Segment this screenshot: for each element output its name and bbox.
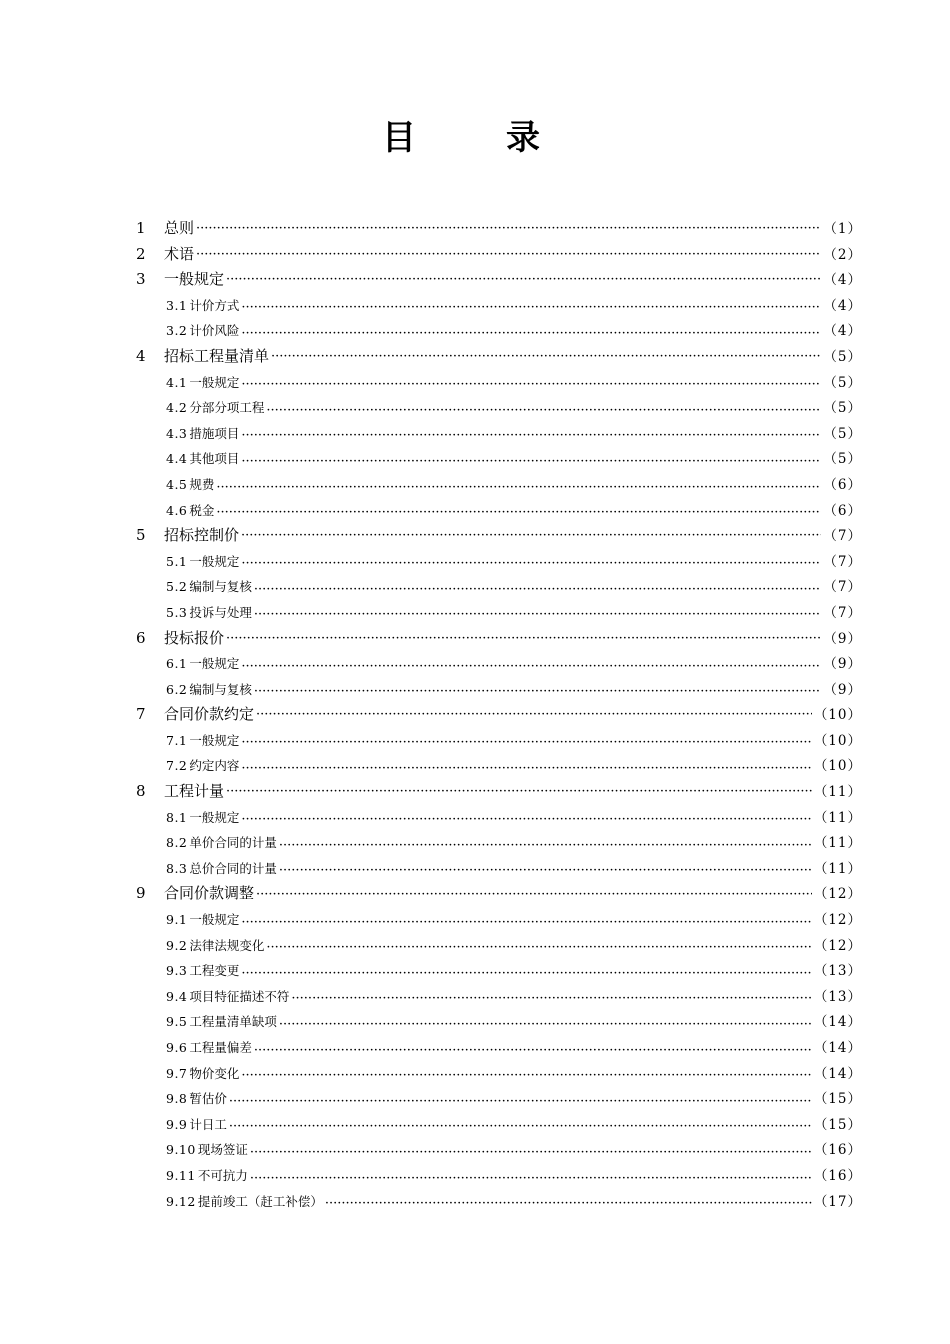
toc-entry-page-number: （4） bbox=[823, 297, 862, 314]
toc-dot-leader bbox=[226, 628, 821, 643]
toc-dot-leader bbox=[226, 781, 812, 796]
toc-section-entry[interactable] bbox=[136, 856, 862, 882]
toc-entry-number: 8.3 bbox=[166, 860, 188, 876]
toc-section-entry[interactable] bbox=[136, 1189, 862, 1215]
toc-entry-number: 4.5 bbox=[166, 476, 188, 492]
toc-entry-page-number: （4） bbox=[823, 323, 862, 340]
toc-entry-page-number: （9） bbox=[823, 630, 862, 647]
toc-entry-page-number: （10） bbox=[813, 732, 862, 749]
toc-entry-label: 计日工 bbox=[189, 1116, 227, 1132]
toc-chapter-entry[interactable] bbox=[136, 344, 862, 370]
toc-entry-label: 一般规定 bbox=[189, 374, 240, 390]
toc-dot-leader bbox=[291, 988, 811, 1001]
toc-entry-number: 9.10 bbox=[166, 1142, 196, 1158]
toc-section-entry[interactable] bbox=[136, 293, 862, 319]
toc-dot-leader bbox=[196, 244, 821, 259]
toc-entry-number: 9.1 bbox=[166, 912, 188, 928]
toc-entry-page-number: （5） bbox=[823, 425, 862, 442]
toc-entry-label: 不可抗力 bbox=[197, 1167, 248, 1183]
toc-entry-page-number: （14） bbox=[813, 1065, 862, 1082]
toc-entry-number: 3.1 bbox=[166, 297, 188, 313]
toc-entry-label: 工程量清单缺项 bbox=[189, 1014, 277, 1030]
toc-entry-number: 9.7 bbox=[166, 1065, 188, 1081]
toc-entry-page-number: （10） bbox=[813, 758, 862, 775]
toc-section-entry[interactable] bbox=[136, 830, 862, 856]
toc-entry-label: 一般规定 bbox=[164, 270, 225, 289]
toc-entry-label: 工程计量 bbox=[164, 782, 225, 801]
toc-entry-label: 合同价款调整 bbox=[164, 884, 255, 903]
toc-entry-label: 提前竣工（赶工补偿） bbox=[197, 1193, 323, 1209]
toc-dot-leader bbox=[241, 1065, 811, 1078]
toc-entry-label: 一般规定 bbox=[189, 809, 240, 825]
toc-entry-number: 8 bbox=[136, 782, 146, 801]
toc-dot-leader bbox=[241, 656, 821, 669]
toc-entry-label: 工程量偏差 bbox=[189, 1040, 252, 1055]
toc-chapter-entry[interactable] bbox=[136, 779, 862, 805]
toc-entry-number: 9.12 bbox=[166, 1193, 196, 1209]
toc-entry-page-number: （11） bbox=[813, 809, 862, 826]
toc-section-entry[interactable] bbox=[136, 677, 862, 703]
toc-entry-page-number: （12） bbox=[813, 937, 862, 954]
toc-entry-number: 7.2 bbox=[166, 758, 188, 774]
toc-chapter-entry[interactable] bbox=[136, 267, 862, 293]
toc-dot-leader bbox=[254, 579, 822, 592]
toc-chapter-entry[interactable] bbox=[136, 626, 862, 652]
page-title: 目 录 bbox=[382, 118, 568, 158]
toc-entry-label: 单价合同的计量 bbox=[189, 835, 277, 851]
toc-entry-label: 一般规定 bbox=[189, 732, 240, 748]
toc-entry-label: 招标工程量清单 bbox=[164, 346, 270, 365]
toc-entry-number: 4.6 bbox=[166, 502, 188, 518]
toc-entry-label: 暂估价 bbox=[189, 1091, 227, 1107]
toc-entry-number: 5.2 bbox=[166, 579, 188, 595]
toc-section-entry[interactable] bbox=[136, 907, 862, 933]
toc-section-entry[interactable] bbox=[136, 421, 862, 447]
toc-section-entry[interactable] bbox=[136, 933, 862, 959]
table-of-contents bbox=[136, 216, 862, 1214]
toc-dot-leader bbox=[216, 502, 821, 515]
toc-entry-page-number: （2） bbox=[823, 246, 862, 263]
toc-entry-page-number: （9） bbox=[823, 681, 862, 698]
toc-entry-label: 术语 bbox=[164, 244, 195, 263]
toc-entry-page-number: （6） bbox=[823, 502, 862, 519]
toc-entry-page-number: （15） bbox=[813, 1091, 862, 1108]
toc-section-entry[interactable] bbox=[136, 753, 862, 779]
toc-entry-number: 4.1 bbox=[166, 374, 188, 390]
toc-entry-number: 5 bbox=[136, 526, 146, 545]
toc-dot-leader bbox=[241, 732, 811, 745]
toc-entry-number: 6.2 bbox=[166, 681, 188, 697]
toc-entry-number: 2 bbox=[136, 244, 146, 263]
toc-entry-page-number: （16） bbox=[813, 1167, 862, 1184]
toc-entry-label: 法律法规变化 bbox=[189, 937, 265, 953]
toc-dot-leader bbox=[266, 400, 821, 413]
toc-entry-label: 合同价款约定 bbox=[164, 705, 255, 724]
toc-entry-number: 9.5 bbox=[166, 1014, 188, 1030]
toc-dot-leader bbox=[241, 297, 821, 310]
toc-entry-label: 一般规定 bbox=[189, 553, 240, 569]
toc-entry-number: 9.6 bbox=[166, 1040, 188, 1055]
toc-entry-number: 7.1 bbox=[166, 732, 188, 748]
toc-entry-label: 一般规定 bbox=[189, 912, 240, 928]
toc-chapter-entry[interactable] bbox=[136, 216, 862, 242]
toc-entry-label: 计价方式 bbox=[189, 297, 240, 313]
toc-dot-leader bbox=[325, 1193, 812, 1206]
toc-entry-number: 9.8 bbox=[166, 1091, 188, 1107]
toc-entry-number: 9.2 bbox=[166, 937, 188, 953]
toc-entry-label: 招标控制价 bbox=[164, 526, 240, 545]
toc-entry-page-number: （13） bbox=[813, 963, 862, 980]
toc-entry-number: 9 bbox=[136, 884, 146, 903]
toc-entry-number: 7 bbox=[136, 705, 146, 724]
toc-chapter-entry[interactable] bbox=[136, 881, 862, 907]
toc-dot-leader bbox=[279, 1014, 812, 1027]
toc-dot-leader bbox=[254, 604, 822, 617]
toc-entry-page-number: （1） bbox=[823, 221, 862, 237]
toc-section-entry[interactable] bbox=[136, 1009, 862, 1035]
toc-entry-number: 9.4 bbox=[166, 988, 188, 1004]
toc-section-entry[interactable] bbox=[136, 1137, 862, 1163]
toc-dot-leader bbox=[229, 1091, 812, 1104]
toc-entry-label: 编制与复核 bbox=[189, 579, 252, 595]
toc-entry-page-number: （5） bbox=[823, 400, 862, 417]
toc-section-entry[interactable] bbox=[136, 1061, 862, 1087]
toc-dot-leader bbox=[241, 758, 811, 771]
toc-dot-leader bbox=[241, 963, 811, 976]
toc-dot-leader bbox=[241, 374, 821, 387]
toc-entry-number: 5.1 bbox=[166, 553, 188, 569]
toc-entry-page-number: （5） bbox=[823, 348, 862, 365]
toc-entry-number: 3.2 bbox=[166, 323, 188, 339]
toc-dot-leader bbox=[241, 525, 821, 540]
toc-entry-page-number: （5） bbox=[823, 451, 862, 468]
toc-entry-number: 6 bbox=[136, 628, 146, 647]
toc-entry-label: 措施项目 bbox=[189, 425, 240, 441]
toc-entry-page-number: （16） bbox=[813, 1142, 862, 1159]
toc-entry-number: 6.1 bbox=[166, 656, 188, 672]
toc-dot-leader bbox=[241, 451, 821, 464]
toc-dot-leader bbox=[241, 323, 821, 336]
toc-chapter-entry[interactable] bbox=[136, 523, 862, 549]
toc-section-entry[interactable] bbox=[136, 472, 862, 498]
toc-section-entry[interactable] bbox=[136, 1035, 862, 1061]
toc-section-entry[interactable] bbox=[136, 651, 862, 677]
toc-section-entry[interactable] bbox=[136, 498, 862, 524]
toc-section-entry[interactable] bbox=[136, 805, 862, 831]
toc-section-entry[interactable] bbox=[136, 728, 862, 754]
toc-entry-label: 总价合同的计量 bbox=[189, 860, 277, 876]
toc-entry-number: 9.3 bbox=[166, 963, 188, 979]
toc-entry-number: 5.3 bbox=[166, 604, 188, 620]
toc-entry-label: 工程变更 bbox=[189, 963, 240, 979]
toc-entry-page-number: （7） bbox=[823, 528, 862, 545]
toc-entry-page-number: （4） bbox=[823, 272, 862, 289]
toc-entry-label: 约定内容 bbox=[189, 758, 240, 774]
toc-section-entry[interactable] bbox=[136, 1086, 862, 1112]
toc-section-entry[interactable] bbox=[136, 574, 862, 600]
toc-entry-label: 规费 bbox=[189, 476, 215, 492]
toc-dot-leader bbox=[229, 1116, 812, 1129]
toc-section-entry[interactable] bbox=[136, 984, 862, 1010]
toc-entry-number: 9.11 bbox=[166, 1167, 196, 1183]
toc-entry-number: 4.4 bbox=[166, 451, 188, 467]
toc-entry-label: 税金 bbox=[189, 502, 215, 518]
toc-entry-page-number: （7） bbox=[823, 553, 862, 570]
toc-dot-leader bbox=[266, 937, 811, 950]
toc-entry-label: 编制与复核 bbox=[189, 681, 252, 697]
toc-entry-label: 其他项目 bbox=[189, 451, 240, 467]
toc-entry-label: 计价风险 bbox=[189, 323, 240, 339]
toc-dot-leader bbox=[256, 883, 812, 898]
toc-entry-page-number: （7） bbox=[823, 579, 862, 596]
toc-chapter-entry[interactable] bbox=[136, 702, 862, 728]
toc-dot-leader bbox=[271, 346, 821, 361]
toc-entry-page-number: （14） bbox=[813, 1014, 862, 1031]
toc-entry-label: 物价变化 bbox=[189, 1065, 240, 1081]
toc-entry-number: 3 bbox=[136, 270, 146, 289]
toc-entry-page-number: （11） bbox=[813, 835, 862, 852]
toc-section-entry[interactable] bbox=[136, 318, 862, 344]
toc-entry-label: 项目特征描述不符 bbox=[189, 988, 290, 1004]
toc-entry-page-number: （5） bbox=[823, 374, 862, 391]
toc-section-entry[interactable] bbox=[136, 370, 862, 396]
toc-entry-page-number: （13） bbox=[813, 988, 862, 1005]
toc-entry-number: 8.2 bbox=[166, 835, 188, 851]
toc-dot-leader bbox=[241, 809, 811, 822]
toc-entry-page-number: （14） bbox=[813, 1040, 862, 1056]
toc-section-entry[interactable] bbox=[136, 1163, 862, 1189]
toc-entry-page-number: （12） bbox=[813, 886, 862, 903]
toc-dot-leader bbox=[241, 553, 821, 566]
toc-entry-number: 1 bbox=[136, 219, 146, 237]
toc-dot-leader bbox=[196, 218, 821, 233]
toc-entry-page-number: （7） bbox=[823, 604, 862, 621]
toc-entry-label: 投诉与处理 bbox=[189, 604, 252, 620]
toc-dot-leader bbox=[254, 1040, 812, 1053]
toc-entry-label: 分部分项工程 bbox=[189, 400, 265, 416]
toc-entry-label: 总则 bbox=[164, 219, 195, 237]
toc-dot-leader bbox=[254, 681, 822, 694]
toc-dot-leader bbox=[241, 425, 821, 438]
toc-section-entry[interactable] bbox=[136, 446, 862, 472]
toc-entry-page-number: （15） bbox=[813, 1116, 862, 1133]
toc-entry-page-number: （11） bbox=[813, 860, 862, 877]
toc-dot-leader bbox=[216, 476, 821, 489]
toc-section-entry[interactable] bbox=[136, 600, 862, 626]
toc-entry-page-number: （11） bbox=[813, 784, 862, 801]
toc-entry-page-number: （9） bbox=[823, 656, 862, 673]
toc-dot-leader bbox=[250, 1167, 812, 1180]
toc-section-entry[interactable] bbox=[136, 958, 862, 984]
toc-section-entry[interactable] bbox=[136, 549, 862, 575]
toc-entry-number: 4 bbox=[136, 346, 146, 365]
toc-dot-leader bbox=[241, 912, 811, 925]
toc-entry-page-number: （17） bbox=[813, 1193, 862, 1210]
toc-section-entry[interactable] bbox=[136, 395, 862, 421]
toc-entry-number: 8.1 bbox=[166, 809, 188, 825]
toc-entry-page-number: （10） bbox=[813, 707, 862, 724]
toc-section-entry[interactable] bbox=[136, 1112, 862, 1138]
toc-entry-page-number: （6） bbox=[823, 476, 862, 493]
toc-entry-number: 4.3 bbox=[166, 425, 188, 441]
toc-entry-number: 4.2 bbox=[166, 400, 188, 416]
toc-entry-label: 投标报价 bbox=[164, 628, 225, 647]
toc-dot-leader bbox=[279, 860, 812, 873]
toc-dot-leader bbox=[279, 835, 812, 848]
toc-dot-leader bbox=[256, 704, 812, 719]
toc-entry-number: 9.9 bbox=[166, 1116, 188, 1132]
toc-entry-label: 现场签证 bbox=[197, 1142, 248, 1158]
toc-dot-leader bbox=[250, 1142, 812, 1155]
toc-entry-label: 一般规定 bbox=[189, 656, 240, 672]
toc-chapter-entry[interactable] bbox=[136, 242, 862, 268]
toc-entry-page-number: （12） bbox=[813, 912, 862, 929]
toc-dot-leader bbox=[226, 269, 821, 284]
